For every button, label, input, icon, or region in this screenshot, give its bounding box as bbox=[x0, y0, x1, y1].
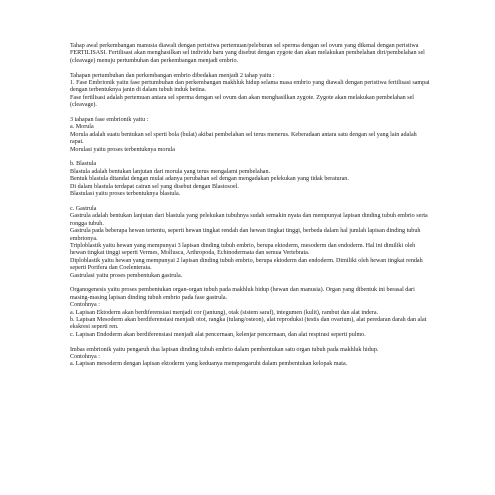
paragraph-tahapan: Tahapan pertumbuhan dan perkembangan embrio dibedakan menjadi 2 tahap yaitu : 1. Fase Embrionik yaitu fase pertumbuhan dan perkembangan makhluk hidup selama masa embrio yang diawali dengan peristiwa fertilisasi sampai dengan terbentuknya janin di dalam tubuh induk betina. Fase fertilisasi adalah pertemuan antara sel sperma dengan sel ovum dan akan menghasilkan zygote. Zygote akan melakukan pembelahan sel (cleavage). bbox=[70, 72, 430, 109]
paragraph-morula: 3 tahapan fase embrionik yaitu : a. Morula Morula adalah suatu bentukan sel sperti bola (bulat) akibat pembelahan sel terus menerus. Keberadaan antara satu dengan sel yang lain adalah rapat. Morulasi yaitu proses terbentuknya morula bbox=[70, 117, 417, 153]
document-body bbox=[70, 43, 430, 369]
paragraph-intro: Tahap awal perkembangan manusia diawali dengan peristiwa pertemuan/peleburan sel sperma dengan sel ovum yang dikenal dengan peristiwa FERTILISASI. Fertilisasi akan menghasilkan sel individu baru yang disebut dengan zygote dan akan melakukan pembelahan diri/pembelahan sel (cleavage) menuju pertumbuhan dan perkembangan menjadi embrio. bbox=[70, 43, 425, 64]
paragraph-blastula: b. Blastula Blastula adalah bentukan lanjutan dari morula yang terus mengalami pembelahan. Bentuk blastula ditandai dengan mulai adanya perubahan sel dengan mengadakan pelekukan yang tidak beraturan. Di dalam blastula terdapat cairan sel yang disebut dengan Blastosoel. Blastulasi yaitu proses terbentuknya blastula. bbox=[70, 161, 349, 198]
paragraph-imbas-embrionik: Imbas embrionik yaitu pengaruh dua lapisan dinding tubuh embrio dalam pembentukan satu organ tubuh pada makhluk hidup. Contohnya : a. Lapisan mesoderm dengan lapisan ektoderm yang keduanya mempengaruhi dalam pembentukan kelopak mata. bbox=[70, 346, 379, 368]
paragraph-gastrula: c. Gastrula Gastrula adalah bentukan lanjutan dari blastula yang pelekukan tubuhnya sudah semakin nyata dan mempunyai lapisan dinding tubuh embrio serta rongga tubuh. Gastrula pada beberapa hewan tertentu, seperti hewan tingkat rendah dan hewan tingkat tinggi, berbeda dalam hal jumlah lapisan dinding tubuh embrionya. Triploblastik yaitu hewan yang mempunyai 3 lapisan dinding tubuh embrio, berupa ektoderm, mesoderm dan endoderm. Hal ini dimiliki oleh hewan tingkat tinggi seperti Vermes, Mollusca, Arthropoda, Echinodermata dan semua Vertebrata. Diploblastik yaitu hewan yang mempunyai 2 lapisan dinding tubuh embrio, berupa ektoderm dan endoderm. Dimiliki oleh hewan tingkat rendah seperti Porifera dan Coelenterata. Gastrulasi yaitu proses pembentukan gastrula. bbox=[70, 205, 428, 279]
paragraph-organogenesis: Organogenesis yaitu proses pembentukan organ-organ tubuh pada makhluk hidup (hewan dan manusia). Organ yang dibentuk ini berasal dari masing-masing lapisan dinding tubuh embrio pada fase gastrula. Contohnya : a. Lapisan Ektoderm akan berdiferensiasi menjadi cor (jantung), otak (sistem saraf), integumen (kulit), rambut dan alat indera. b. Lapisan Mesoderm akan berdiferensiasi menjadi otot, rangka (tulang/osteon), alat reproduksi (testis dan ovarium), alat peredaran darah dan alat ekskresi seperti ren. c. Lapisan Endoderm akan berdiferensiasi menjadi alat pencernaan, kelenjar pencernaan, dan alat respirasi seperti pulmo. bbox=[70, 287, 427, 338]
